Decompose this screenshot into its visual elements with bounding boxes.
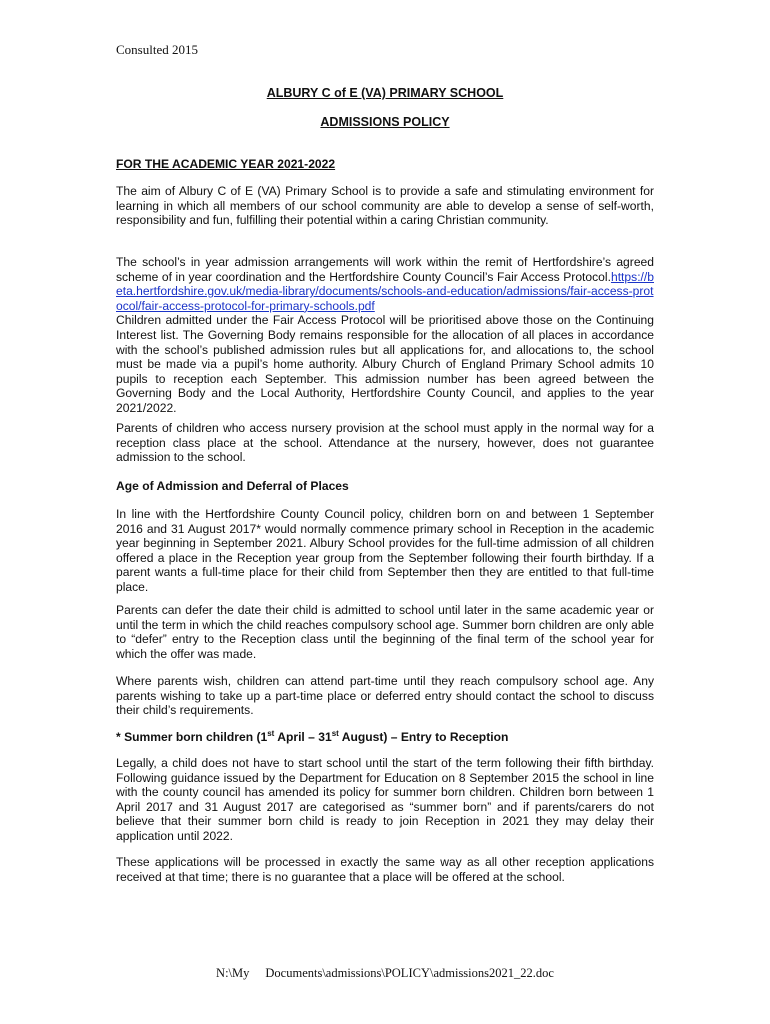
age-heading (116, 479, 654, 494)
footer-path (0, 966, 770, 981)
summer-born-text: Legally, a child does not have to start school until the start of the term following their fifth birthday. Following guidance issued by the Department for Education on 8 September 2015 the school in line with the county council has amended its policy for summer born children. Children born between 1 April 2017 and 31 August 2017 are categorised as “summer born” and if parents/carers do not believe that their summer born child is ready to join Reception in 2021 they may delay their application until 2022. (116, 756, 654, 843)
school-title: ALBURY C of E (VA) PRIMARY SCHOOL (266, 86, 504, 100)
aim-text: The aim of Albury C of E (VA) Primary School is to provide a safe and stimulating environment for learning in which all members of our school community are able to develop a sense of self-worth, responsibility and fun, fulfilling their potential within a caring Christian community. (116, 184, 654, 228)
footer-path-part-1: N:\My (216, 966, 250, 980)
summer-heading-sup-2: st (331, 728, 339, 738)
academic-year-heading (116, 157, 654, 172)
age-policy-paragraph (116, 507, 654, 595)
summer-heading-part-c: August) – Entry to Reception (338, 730, 509, 744)
in-year-text (116, 255, 654, 313)
summer-heading-sup-1: st (267, 728, 275, 738)
header-note: Consulted 2015 (116, 42, 198, 57)
nursery-paragraph (116, 421, 654, 465)
nursery-text: Parents of children who access nursery provision at the school must apply in the normal way for a reception class place at the school. Attendance at the nursery, however, does not guarantee admission to the school. (116, 421, 654, 465)
defer-paragraph (116, 603, 654, 661)
summer-born-heading (116, 730, 654, 745)
part-time-text: Where parents wish, children can attend part-time until they reach compulsory school age. Any parents wishing to take up a part-time place or deferred entry should contact the school to discuss their child’s requirements. (116, 674, 654, 718)
aim-paragraph (116, 184, 654, 228)
footer-path-part-2: Documents\admissions\POLICY\admissions2021_22.doc (265, 966, 554, 980)
fair-access-protocol-link[interactable]: https://beta.hertfordshire.gov.uk/media-library/documents/schools-and-education/admissions/fair-access-protocol/fair-access-protocol-for-primary-schools.pdf (116, 269, 654, 313)
summer-heading-part-b: April – 31 (274, 730, 332, 744)
in-year-text-before-link: The school’s in year admission arrangements will work within the remit of Hertfordshire’s agreed scheme of in year coordination and the Hertfordshire County Council’s Fair Access Protocol. (116, 255, 654, 284)
age-heading-text: Age of Admission and Deferral of Places (116, 479, 349, 493)
in-year-paragraph (116, 255, 654, 416)
academic-year-heading-text: FOR THE ACADEMIC YEAR 2021-2022 (116, 157, 336, 171)
age-policy-text: In line with the Hertfordshire County Council policy, children born on and between 1 September 2016 and 31 August 2017* would normally commence primary school in Reception in the academic year beginning in September 2021. Albury School provides for the full-time admission of all children offered a place in the Reception year group from the September following their fourth birthday. If a parent wants a full-time place for their child from September then they are entitled to that full-time place. (116, 507, 654, 594)
processing-text: These applications will be processed in exactly the same way as all other reception applications received at that time; there is no guarantee that a place will be offered at the school. (116, 855, 654, 884)
defer-text: Parents can defer the date their child is admitted to school until later in the same academic year or until the term in which the child reaches compulsory school age. Summer born children are only able to “defer” entry to the Reception class until the beginning of the final term of the school year for which the offer was made. (116, 603, 654, 661)
policy-title: ADMISSIONS POLICY (320, 115, 450, 129)
in-year-text-continued: Children admitted under the Fair Access Protocol will be prioritised above those on the Continuing Interest list. The Governing Body remains responsible for the allocation of all places in accordance with the school’s published admission rules but all applications for, and allocations to, the school must be made via a pupil’s home authority. Albury Church of England Primary School admits 10 pupils to reception each September. This admission number has been agreed between the Governing Body and the Local Authority, Hertfordshire County Council, and applies to the year 2021/2022. (116, 313, 654, 415)
part-time-paragraph (116, 674, 654, 718)
processing-paragraph (116, 855, 654, 884)
summer-born-paragraph (116, 756, 654, 844)
summer-heading-part-a: * Summer born children (1 (116, 730, 268, 744)
summer-born-heading-text (116, 730, 508, 744)
